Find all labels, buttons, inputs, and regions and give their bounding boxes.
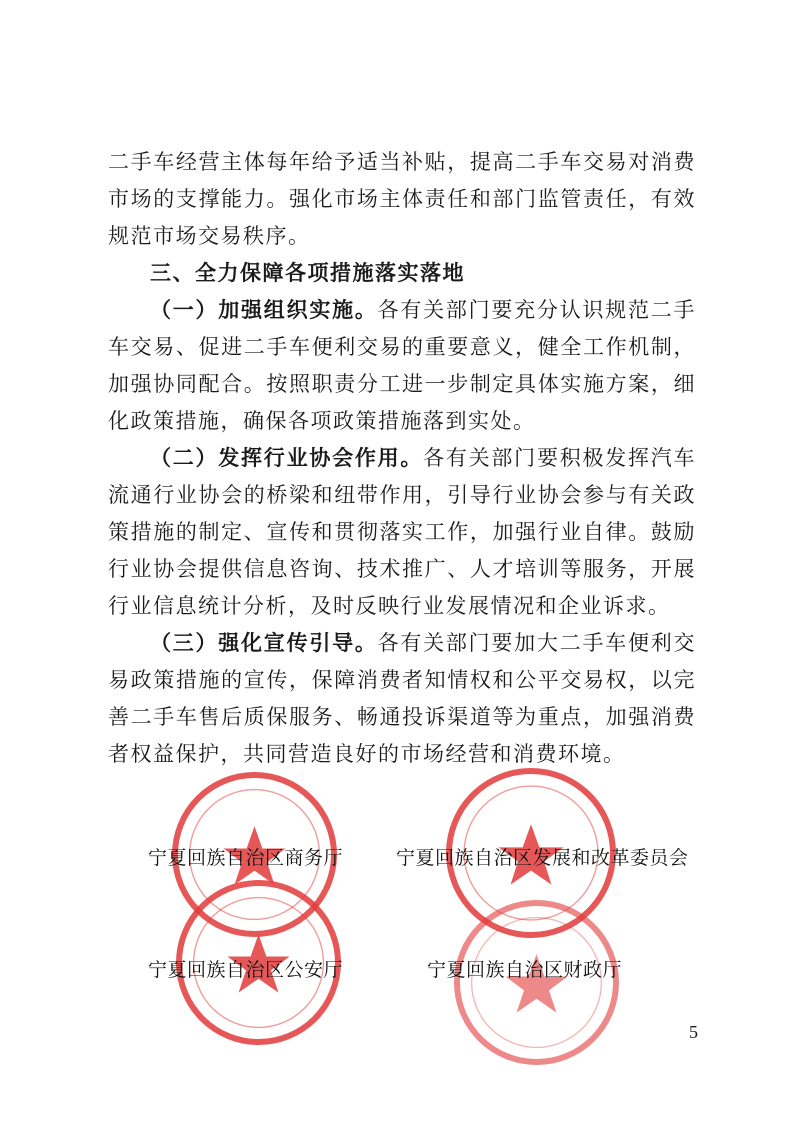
signature-security: 宁夏回族自治区公安厅 [148, 959, 344, 981]
signature-development: 宁夏回族自治区发展和改革委员会 [396, 847, 689, 869]
signature-finance: 宁夏回族自治区财政厅 [427, 959, 623, 981]
body-text [108, 144, 696, 773]
paragraph-organization-body: 各有关部门要充分认识规范二手车交易、促进二手车便利交易的重要意义，健全工作机制，加强协同配合。按照职责分工进一步制定具体实施方案，细化政策措施，确保各项政策措施落到实处。 [108, 298, 696, 433]
page-number: 5 [689, 1022, 698, 1042]
paragraph-organization [108, 292, 696, 440]
finance-seal-star-icon [460, 906, 613, 1059]
paragraph-association-lead: （二）发挥行业协会作用。 [150, 446, 424, 470]
paragraph-association-body: 各有关部门要积极发挥汽车流通行业协会的桥梁和纽带作用，引导行业协会参与有关政策措施的制定、宣传和贯彻落实工作，加强行业自律。鼓励行业协会提供信息咨询、技术推广、人才培训等服务，开展行业信息统计分析，及时反映行业发展情况和企业诉求。 [108, 446, 697, 618]
paragraph-association [108, 440, 696, 625]
paragraph-organization-lead: （一）加强组织实施。 [150, 298, 378, 322]
paragraph-publicity-body: 各有关部门要加大二手车便利交易政策措施的宣传，保障消费者知情权和公平交易权，以完善二手车售后质保服务、畅通投诉渠道等为重点，加强消费者权益保护，共同营造良好的市场经营和消费环境。 [108, 631, 696, 766]
finance-seal [454, 900, 619, 1065]
section-heading-3: 三、全力保障各项措施落实落地 [150, 261, 465, 285]
paragraph-publicity [108, 625, 696, 773]
paragraph-subsidy: 二手车经营主体每年给予适当补贴，提高二手车交易对消费市场的支撑能力。强化市场主体责任和部门监管责任，有效规范市场交易秩序。 [108, 150, 696, 248]
paragraph-publicity-lead: （三）强化宣传引导。 [150, 631, 378, 655]
signature-commerce: 宁夏回族自治区商务厅 [148, 847, 344, 869]
